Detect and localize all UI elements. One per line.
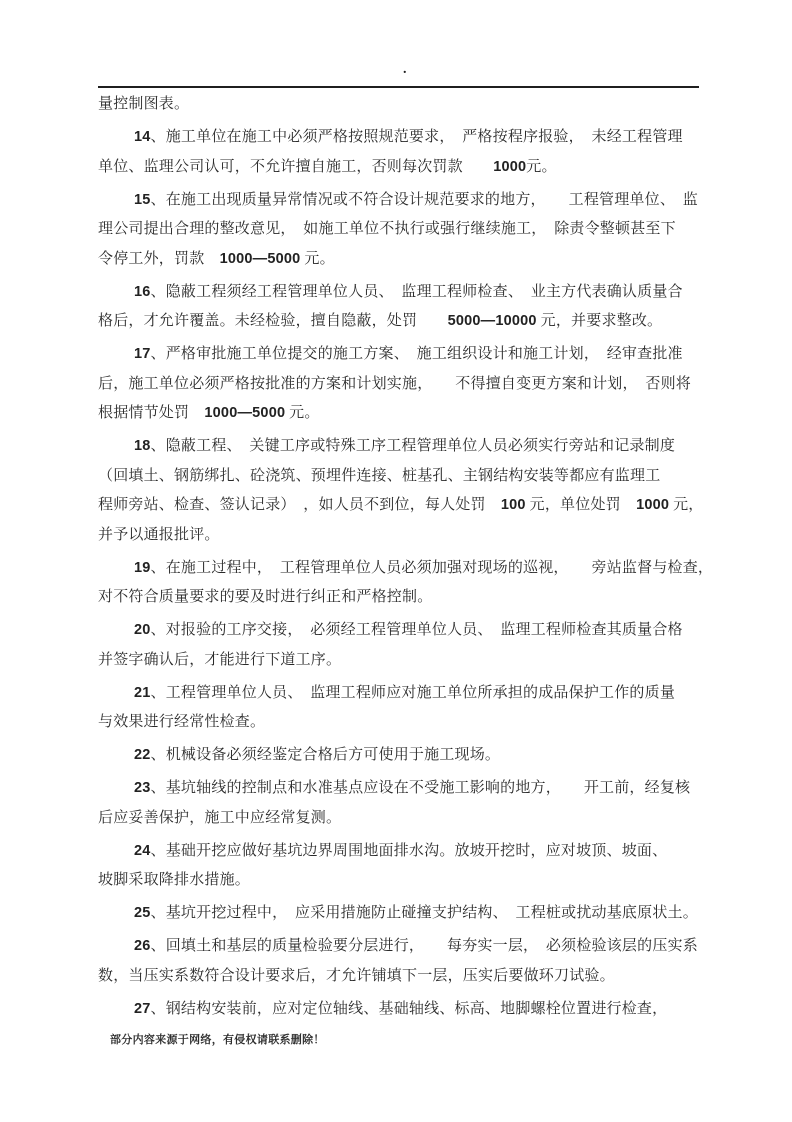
number-text: 21 [134, 684, 151, 701]
number-text: 19 [134, 559, 151, 576]
text-line: 25、基坑开挖过程中， 应采用措施防止碰撞支护结构、 工程桩或扰动基底原状土。 [134, 905, 698, 921]
number-text: 23 [134, 780, 151, 796]
paragraph [98, 554, 714, 613]
number-text: 100 [500, 497, 526, 513]
number-text: — [480, 313, 496, 329]
text-line: 与效果进行经常性检查。 [98, 714, 266, 730]
text-line: 19、在施工过程中， 工程管理单位人员必须加强对现场的巡视， 旁站监督与检查， [134, 559, 714, 576]
number-text: 10000 [495, 313, 537, 329]
number-text: 15 [134, 191, 151, 208]
text-line: 量控制图表。 [98, 96, 190, 112]
number-text: — [252, 250, 268, 267]
text-line: 单位、监理公司认可，不允许擅自施工，否则每次罚款 1000元。 [98, 158, 557, 175]
number-text: 27 [134, 1000, 151, 1017]
paragraph [98, 741, 702, 771]
paragraph [98, 340, 702, 429]
header-dot: . [403, 62, 407, 77]
text-line: 20、对报验的工序交接， 必须经工程管理单位人员、 监理工程师检查其质量合格 [134, 622, 683, 638]
text-line: 后应妥善保护，施工中应经常复测。 [98, 809, 342, 826]
text-line: （回填土、钢筋绑扎、砼浇筑、预埋件连接、桩基孔、主钢结构安装等都应有监理工 [98, 467, 661, 484]
text-line: 15、在施工出现质量异常情况或不符合设计规范要求的地方， 工程管理单位、 监 [134, 191, 698, 208]
paragraph [98, 679, 702, 738]
number-text: 26 [134, 938, 151, 954]
text-line: 18、隐蔽工程、 关键工序或特殊工序工程管理单位人员必须实行旁站和记录制度 [134, 438, 676, 454]
paragraph [98, 899, 702, 929]
number-text: 17 [134, 346, 151, 362]
text-line: 16、隐蔽工程须经工程管理单位人员、 监理工程师检查、 业主方代表确认质量合 [134, 283, 683, 300]
paragraph [98, 616, 702, 675]
text-line: 根据情节处罚 1000—5000 元。 [98, 405, 320, 421]
number-text: 18 [134, 438, 151, 454]
number-text: — [237, 405, 253, 421]
paragraph [98, 278, 702, 337]
number-text: 22 [134, 747, 151, 763]
paragraph [98, 774, 702, 833]
header-rule [98, 86, 699, 88]
text-line: 格后，才允许覆盖。未经检验，擅自隐蔽，处罚 5000—10000 元，并要求整改。 [98, 313, 663, 329]
number-text: 5000 [252, 405, 286, 421]
text-line: 24、基础开挖应做好基坑边界周围地面排水沟。放坡开挖时，应对坡顶、坡面、 [134, 842, 668, 859]
number-text: 5000 [267, 250, 301, 267]
number-text: 1000 [219, 250, 253, 267]
number-text: 1000 [493, 158, 527, 175]
text-line: 21、工程管理单位人员、 监理工程师应对施工单位所承担的成品保护工作的质量 [134, 684, 676, 701]
paragraph [98, 837, 702, 896]
paragraph [98, 90, 702, 120]
paragraph [98, 995, 702, 1025]
number-text: 20 [134, 622, 151, 638]
text-line: 22、机械设备必须经鉴定合格后方可使用于施工现场。 [134, 747, 501, 763]
number-text: 14 [134, 129, 151, 145]
paragraph [98, 432, 702, 550]
text-line: 令停工外，罚款 1000—5000 元。 [98, 250, 335, 267]
text-line: 23、基坑轴线的控制点和水准基点应设在不受施工影响的地方， 开工前，经复核 [134, 780, 691, 796]
text-line: 17、严格审批施工单位提交的施工方案、 施工组织设计和施工计划， 经审查批准 [134, 346, 683, 362]
text-line: 对不符合质量要求的要及时进行纠正和严格控制。 [98, 589, 433, 605]
number-text: 1000 [636, 497, 670, 513]
text-line: 后，施工单位必须严格按批准的方案和计划实施， 不得擅自变更方案和计划， 否则将 [98, 375, 692, 392]
number-text: 25 [134, 905, 151, 921]
number-text: 16 [134, 283, 151, 300]
text-line: 14、施工单位在施工中必须严格按照规范要求， 严格按程序报验， 未经工程管理 [134, 129, 683, 145]
paragraph [98, 186, 702, 275]
document-body [98, 90, 714, 1028]
text-line: 并签字确认后，才能进行下道工序。 [98, 651, 342, 668]
number-text: 1000 [204, 405, 238, 421]
text-line: 27、钢结构安装前，应对定位轴线、基础轴线、标高、地脚螺栓位置进行检查， [134, 1000, 668, 1017]
number-text: 5000 [447, 313, 481, 329]
text-line: 26、回填土和基层的质量检验要分层进行， 每夯实一层， 必须检验该层的压实系 [134, 938, 698, 954]
text-line: 数，当压实系数符合设计要求后，才允许铺填下一层，压实后要做环刀试验。 [98, 967, 615, 984]
footer-disclaimer: 部分内容来源于网络，有侵权请联系删除！ [110, 1034, 325, 1046]
number-text: 24 [134, 842, 151, 859]
paragraph [98, 932, 702, 991]
text-line: 坡脚采取降排水措施。 [98, 872, 251, 888]
paragraph [98, 123, 702, 182]
text-line: 并予以通报批评。 [98, 526, 220, 543]
text-line: 程师旁站、检查、签认记录） ，如人员不到位，每人处罚 100 元，单位处罚 1000 元， [98, 497, 704, 513]
text-line: 理公司提出合理的整改意见， 如施工单位不执行或强行继续施工， 除责令整顿甚至下 [98, 221, 676, 237]
